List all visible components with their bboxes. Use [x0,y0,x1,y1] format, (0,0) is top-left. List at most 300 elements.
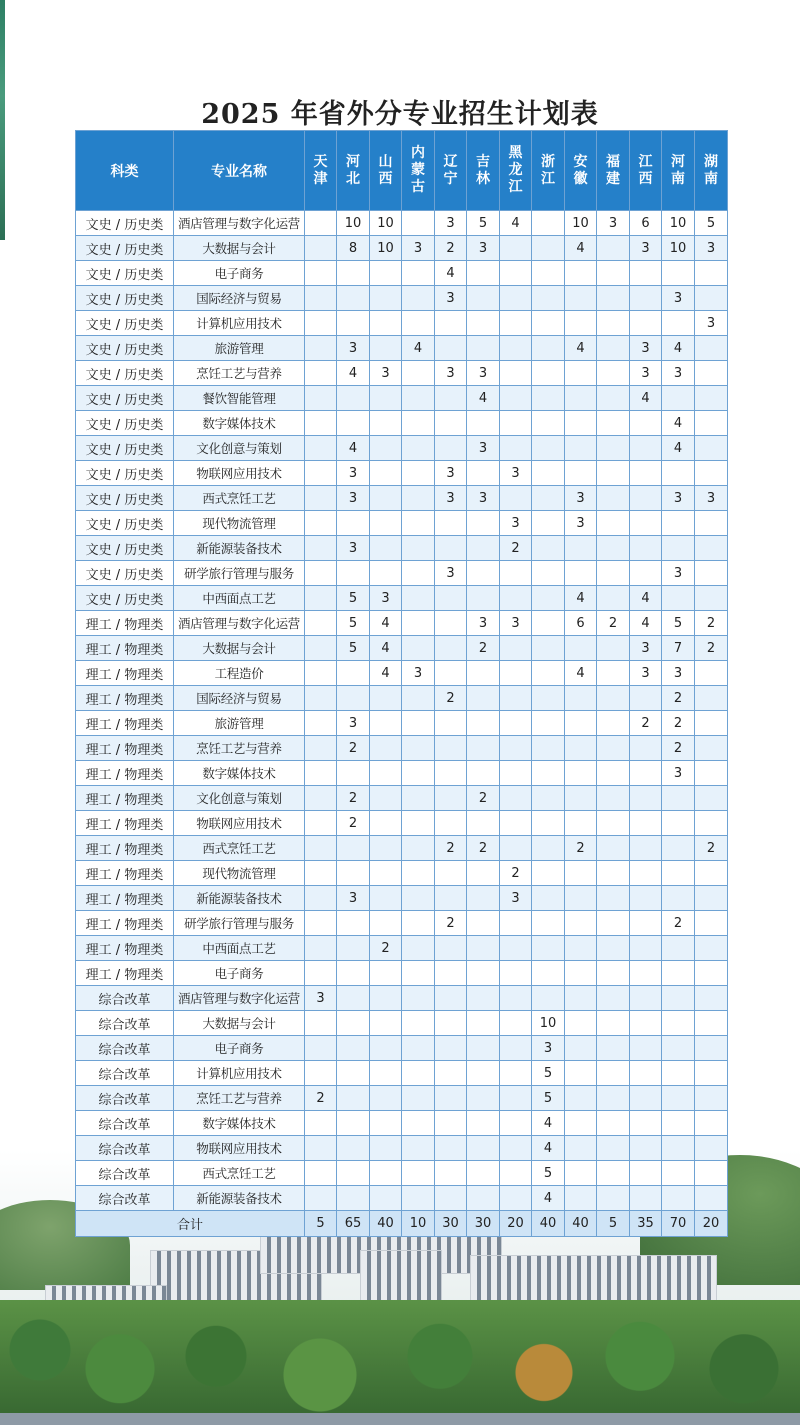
cell-category: 理工 / 物理类 [76,886,174,911]
cell-major: 物联网应用技术 [174,811,305,836]
cell-quota [500,836,532,861]
cell-quota [337,411,370,436]
cell-quota [402,961,435,986]
cell-quota [402,911,435,936]
cell-category: 理工 / 物理类 [76,661,174,686]
cell-quota [305,386,337,411]
table-row [76,1161,728,1186]
cell-quota: 3 [630,661,662,686]
cell-quota: 3 [532,1036,565,1061]
cell-major: 酒店管理与数字化运营 [174,986,305,1011]
cell-quota [435,811,467,836]
cell-quota: 3 [695,311,728,336]
total-row [76,1211,728,1237]
cell-quota [467,661,500,686]
cell-quota: 3 [337,711,370,736]
cell-quota [402,1061,435,1086]
cell-quota [435,761,467,786]
table-row [76,1011,728,1036]
table-row [76,511,728,536]
cell-quota: 2 [695,636,728,661]
cell-quota [597,961,630,986]
cell-quota [695,1061,728,1086]
cell-quota [305,611,337,636]
cell-quota [630,261,662,286]
cell-total: 65 [337,1211,370,1237]
cell-major: 烹饪工艺与营养 [174,1086,305,1111]
cell-major: 餐饮智能管理 [174,386,305,411]
cell-quota: 3 [565,486,597,511]
cell-quota [630,786,662,811]
header-province [467,131,500,211]
cell-quota [597,411,630,436]
cell-quota [435,1061,467,1086]
cell-major: 现代物流管理 [174,861,305,886]
cell-quota [532,811,565,836]
header-province-char: 北 [346,170,360,187]
cell-category: 理工 / 物理类 [76,811,174,836]
cell-quota [662,786,695,811]
cell-quota [532,936,565,961]
cell-quota: 3 [337,486,370,511]
table-row [76,911,728,936]
cell-quota [370,1186,402,1211]
table-row [76,1086,728,1111]
cell-quota [597,1061,630,1086]
cell-quota [597,386,630,411]
cell-major: 新能源装备技术 [174,1186,305,1211]
cell-quota [467,286,500,311]
cell-quota: 2 [305,1086,337,1111]
cell-quota: 3 [337,536,370,561]
cell-quota [370,961,402,986]
cell-major: 计算机应用技术 [174,1061,305,1086]
cell-quota: 3 [500,611,532,636]
cell-quota [305,311,337,336]
cell-quota [467,711,500,736]
cell-quota: 4 [662,436,695,461]
cell-category: 综合改革 [76,1186,174,1211]
table-row [76,1186,728,1211]
cell-quota: 4 [565,586,597,611]
cell-quota: 4 [662,411,695,436]
cell-quota [467,1136,500,1161]
cell-quota [695,436,728,461]
cell-quota: 3 [337,886,370,911]
cell-quota [467,511,500,536]
cell-quota [630,311,662,336]
cell-quota [435,1111,467,1136]
cell-major: 物联网应用技术 [174,461,305,486]
cell-quota [532,986,565,1011]
cell-major: 研学旅行管理与服务 [174,911,305,936]
cell-total: 70 [662,1211,695,1237]
cell-quota: 3 [435,461,467,486]
cell-quota [500,286,532,311]
cell-quota [630,1036,662,1061]
cell-quota: 2 [337,736,370,761]
cell-total: 10 [402,1211,435,1237]
cell-quota [467,411,500,436]
cell-quota [630,436,662,461]
cell-quota [370,736,402,761]
cell-quota: 3 [662,561,695,586]
cell-quota: 6 [630,211,662,236]
cell-quota [467,1061,500,1086]
cell-quota: 10 [662,211,695,236]
cell-category: 理工 / 物理类 [76,936,174,961]
cell-major: 工程造价 [174,661,305,686]
cell-quota: 10 [370,211,402,236]
cell-quota: 3 [337,336,370,361]
cell-quota: 8 [337,236,370,261]
cell-quota [435,961,467,986]
cell-quota [630,861,662,886]
cell-quota [662,1061,695,1086]
cell-quota [467,536,500,561]
cell-quota [565,1186,597,1211]
cell-quota [532,561,565,586]
cell-quota [402,1086,435,1111]
cell-quota [630,536,662,561]
cell-quota [597,736,630,761]
cell-major: 新能源装备技术 [174,886,305,911]
cell-quota [370,836,402,861]
cell-quota: 4 [630,611,662,636]
cell-quota: 3 [370,361,402,386]
cell-quota [695,336,728,361]
cell-quota: 3 [500,461,532,486]
cell-quota: 5 [532,1086,565,1111]
cell-quota [695,661,728,686]
cell-major: 大数据与会计 [174,236,305,261]
cell-quota [695,286,728,311]
cell-quota [695,536,728,561]
cell-quota [565,1036,597,1061]
cell-quota [305,661,337,686]
cell-quota [370,386,402,411]
cell-category: 理工 / 物理类 [76,861,174,886]
cell-quota: 2 [337,786,370,811]
cell-quota [695,711,728,736]
cell-quota: 2 [370,936,402,961]
cell-quota [695,1111,728,1136]
cell-quota [500,436,532,461]
cell-quota [305,486,337,511]
cell-major: 烹饪工艺与营养 [174,361,305,386]
cell-quota [500,411,532,436]
cell-quota [337,561,370,586]
header-province-char: 湖 [704,153,718,170]
header-major: 专业名称 [174,131,305,211]
cell-quota [500,686,532,711]
cell-quota [597,311,630,336]
cell-quota [532,286,565,311]
cell-quota [337,511,370,536]
cell-category: 文史 / 历史类 [76,286,174,311]
cell-quota: 3 [630,636,662,661]
cell-quota: 2 [500,861,532,886]
cell-quota [532,861,565,886]
cell-quota [597,686,630,711]
cell-quota [597,1036,630,1061]
cell-quota [565,986,597,1011]
cell-quota: 4 [337,436,370,461]
cell-quota [370,861,402,886]
cell-quota [565,436,597,461]
table-row [76,561,728,586]
cell-quota: 2 [467,836,500,861]
cell-quota [565,761,597,786]
cell-quota [532,486,565,511]
cell-quota: 3 [662,661,695,686]
cell-quota [402,436,435,461]
cell-quota [565,786,597,811]
cell-quota [532,661,565,686]
cell-quota [532,711,565,736]
cell-quota [695,1011,728,1036]
cell-major: 文化创意与策划 [174,786,305,811]
cell-quota [630,1111,662,1136]
cell-total: 20 [695,1211,728,1237]
cell-quota [532,786,565,811]
cell-quota [305,1136,337,1161]
cell-quota [402,586,435,611]
cell-quota [597,361,630,386]
table-row [76,261,728,286]
cell-quota: 3 [337,461,370,486]
cell-quota: 3 [695,236,728,261]
cell-quota [305,686,337,711]
cell-quota [565,711,597,736]
cell-quota [695,411,728,436]
header-province [532,131,565,211]
cell-quota [402,261,435,286]
cell-quota [467,586,500,611]
cell-quota [402,636,435,661]
cell-quota: 5 [337,611,370,636]
cell-quota [402,286,435,311]
cell-quota [370,1036,402,1061]
cell-quota [370,336,402,361]
cell-quota [337,386,370,411]
cell-quota [370,1111,402,1136]
cell-total: 40 [565,1211,597,1237]
cell-quota [435,986,467,1011]
cell-quota [467,761,500,786]
cell-quota: 2 [565,836,597,861]
cell-quota: 3 [630,361,662,386]
cell-total: 30 [467,1211,500,1237]
cell-quota [532,836,565,861]
cell-quota [305,261,337,286]
cell-quota [305,436,337,461]
header-category: 科类 [76,131,174,211]
table-row [76,1036,728,1061]
cell-quota [467,736,500,761]
cell-quota [467,811,500,836]
cell-quota [565,686,597,711]
cell-quota [435,311,467,336]
cell-quota [597,236,630,261]
cell-quota: 2 [662,911,695,936]
header-province-char: 黑 [508,145,523,161]
cell-quota [565,536,597,561]
cell-quota: 3 [467,486,500,511]
cell-quota [500,711,532,736]
cell-quota: 5 [337,636,370,661]
cell-quota [565,261,597,286]
cell-quota: 5 [532,1161,565,1186]
cell-quota: 3 [402,661,435,686]
cell-quota: 2 [662,736,695,761]
cell-quota [500,961,532,986]
header-province [370,131,402,211]
cell-total: 35 [630,1211,662,1237]
cell-quota [402,1186,435,1211]
cell-category: 文史 / 历史类 [76,536,174,561]
cell-quota [337,836,370,861]
cell-quota [305,511,337,536]
cell-quota [532,236,565,261]
cell-quota: 4 [565,236,597,261]
cell-quota [435,1161,467,1186]
header-province-char: 建 [606,170,620,187]
cell-quota: 3 [435,211,467,236]
cell-category: 文史 / 历史类 [76,511,174,536]
cell-major: 中西面点工艺 [174,936,305,961]
cell-quota [597,886,630,911]
cell-quota [337,1036,370,1061]
cell-category: 综合改革 [76,1011,174,1036]
cell-quota: 4 [370,636,402,661]
cell-quota: 3 [467,236,500,261]
cell-quota [597,711,630,736]
cell-quota [695,961,728,986]
cell-quota [467,861,500,886]
header-province-char: 江 [541,170,555,187]
total-label: 合计 [76,1211,305,1237]
cell-quota: 3 [370,586,402,611]
table-row [76,211,728,236]
header-province [337,131,370,211]
cell-quota [467,986,500,1011]
cell-quota [337,761,370,786]
cell-total: 5 [597,1211,630,1237]
cell-major: 电子商务 [174,1036,305,1061]
cell-quota [500,311,532,336]
cell-quota [532,511,565,536]
cell-quota [337,1011,370,1036]
cell-quota: 2 [597,611,630,636]
cell-quota [565,811,597,836]
cell-quota [337,1136,370,1161]
cell-quota: 3 [695,486,728,511]
cell-quota [402,511,435,536]
cell-quota [597,836,630,861]
cell-major: 西式烹饪工艺 [174,486,305,511]
cell-quota [370,761,402,786]
cell-quota [402,611,435,636]
cell-quota [695,1086,728,1111]
cell-quota [337,961,370,986]
cell-quota [500,736,532,761]
cell-quota [337,661,370,686]
cell-quota [370,1161,402,1186]
cell-quota [662,1111,695,1136]
cell-quota [662,311,695,336]
cell-quota [305,836,337,861]
cell-quota: 3 [500,511,532,536]
cell-quota [695,261,728,286]
cell-quota [597,461,630,486]
header-province-char: 江 [508,179,523,195]
cell-quota [630,1061,662,1086]
table-row [76,236,728,261]
header-province [695,131,728,211]
cell-quota [597,861,630,886]
cell-quota [597,1136,630,1161]
header-province-char: 河 [671,153,685,170]
cell-quota: 4 [630,586,662,611]
cell-quota [630,761,662,786]
cell-quota [435,711,467,736]
cell-quota: 2 [695,611,728,636]
cell-quota [337,261,370,286]
cell-quota: 4 [500,211,532,236]
cell-quota [662,936,695,961]
table-row [76,786,728,811]
cell-quota [370,411,402,436]
cell-quota [402,561,435,586]
cell-quota: 5 [467,211,500,236]
cell-quota [305,936,337,961]
cell-category: 理工 / 物理类 [76,736,174,761]
cell-category: 文史 / 历史类 [76,261,174,286]
cell-quota: 3 [500,886,532,911]
cell-quota [597,1011,630,1036]
cell-quota [402,986,435,1011]
cell-major: 数字媒体技术 [174,761,305,786]
cell-quota [695,986,728,1011]
cell-quota [370,536,402,561]
cell-quota: 4 [370,661,402,686]
cell-quota [402,1136,435,1161]
cell-major: 研学旅行管理与服务 [174,561,305,586]
cell-major: 大数据与会计 [174,1011,305,1036]
cell-quota [565,361,597,386]
cell-quota [597,561,630,586]
cell-quota [305,1161,337,1186]
cell-quota [565,861,597,886]
cell-quota [597,511,630,536]
cell-quota [565,1136,597,1161]
cell-quota: 4 [532,1111,565,1136]
cell-major: 电子商务 [174,961,305,986]
cell-category: 文史 / 历史类 [76,586,174,611]
enrollment-plan-table [75,130,728,1237]
cell-quota [597,911,630,936]
cell-quota [402,861,435,886]
cell-quota [565,936,597,961]
cell-quota [500,1011,532,1036]
cell-category: 文史 / 历史类 [76,336,174,361]
header-province-char: 林 [476,170,490,187]
cell-quota [435,736,467,761]
cell-major: 现代物流管理 [174,511,305,536]
cell-quota [467,911,500,936]
cell-quota [305,1061,337,1086]
